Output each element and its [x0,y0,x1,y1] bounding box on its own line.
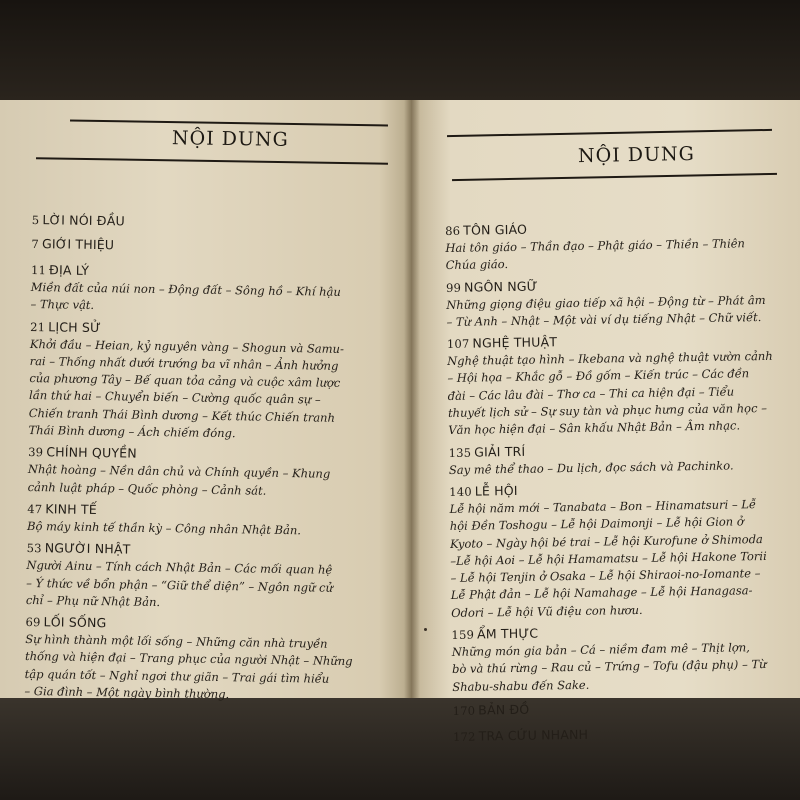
section-title: NGÔN NGỮ [463,278,538,295]
entry-line: Bộ máy kinh tế thần kỳ – Công nhân Nhật Bản. [26,518,302,538]
section-title: ĐỊA LÝ [49,262,90,278]
toc-entry [448,438,785,479]
page-number: 172 [452,729,476,744]
entry-line: đài – Các lâu đài – Thơ ca – Thi ca hiện đại – Tiểu [447,384,735,403]
toc-entry [30,261,391,319]
left-toc [24,211,392,706]
section-title: TRA CỨU NHANH [478,726,589,744]
page-number: 69 [25,615,41,630]
entry-line: thuyết lịch sử – Sự suy tàn và phục hưng của văn học – [447,401,767,421]
toc-entry [28,318,390,445]
right-toc [445,217,789,746]
entry-line: Lễ Phật đản – Lễ hội Namahage – Lễ hội Hanagasa- [450,583,753,603]
toc-entry-head [31,235,391,259]
section-title: LỜI NÓI ĐẦU [42,212,125,229]
page-number: 86 [445,223,461,238]
entry-line: Shabu-shabu đến Sake. [452,677,590,694]
entry-line: – Gia đình – Một ngày bình thường. [24,683,230,702]
section-title: CHÍNH QUYỀN [46,444,137,462]
entry-line: Những món gia bản – Cá – niềm đam mê – Thịt lợn, [451,640,750,659]
section-title: NGƯỜI NHẬT [44,540,131,557]
entry-line: –Lễ hội Aoi – Lễ hội Hamamatsu – Lễ hội Hakone Torii [450,548,767,568]
entry-line: Những giọng điệu giao tiếp xã hội – Động từ – Phát âm [446,292,766,312]
entry-line: rai – Thống nhất dưới trướng ba vĩ nhân – Ảnh hưởng [29,353,339,373]
page-number: 170 [452,703,476,718]
toc-entry [451,621,788,696]
entry-line: Văn học hiện đại – Sân khấu Nhật Bản – Âm nhạc. [448,418,741,438]
entry-line: bò và thú rừng – Rau củ – Trứng – Tofu (đậu phụ) – Từ [451,657,767,677]
section-title: KINH TẾ [45,501,98,518]
section-title: LỄ HỘI [474,482,518,499]
entry-line: – Ý thức về bổn phận – “Giữ thể diện” – Ngôn ngữ cử [26,575,334,595]
section-title: TÔN GIÁO [463,221,528,238]
page-number: 140 [449,484,472,499]
page-number: 5 [31,212,40,228]
entry-line: Odori – Lễ hội Vũ điệu con hươu. [451,602,643,620]
entry-line: Lễ hội năm mới – Tanabata – Bon – Hinamatsuri – Lễ [449,497,757,516]
section-title: GIỚI THIỆU [41,236,115,253]
section-title: GIẢI TRÍ [474,443,526,460]
toc-entry [24,613,385,706]
page-number: 159 [451,627,475,642]
entry-line: Say mê thể thao – Du lịch, đọc sách và Pachinko. [448,458,734,477]
toc-entry [453,697,789,720]
section-title: BẢN ĐỒ [478,701,530,718]
section-title: ẨM THỰC [476,625,539,642]
entry-line: chỉ – Phụ nữ Nhật Bản. [25,592,161,609]
right-page-title: NỘI DUNG [577,142,695,168]
entry-line: Thái Bình dương – Ách chiếm đóng. [28,423,236,441]
entry-line: Nhật hoàng – Nền dân chủ và Chính quyền – Khung [27,462,331,482]
entry-line: Chiến tranh Thái Bình dương – Kết thúc Chiến tranh [28,405,336,425]
toc-entry-head [453,697,789,720]
entry-line: cảnh luật pháp – Quốc phòng – Cảnh sát. [27,479,267,498]
toc-entry [31,235,391,259]
left-page-title: NỘI DUNG [171,127,289,151]
toc-entry [26,539,387,615]
entry-line: Người Ainu – Tính cách Nhật Bản – Các mối quan hệ [26,558,333,578]
entry-line: – Lễ hội Tenjin ở Osaka – Lễ hội Shiraoi-no-Iomante – [450,566,761,586]
section-title: NGHỆ THUẬT [472,334,558,351]
toc-entry [445,217,782,275]
toc-entry [447,330,785,440]
book-gutter [404,100,420,698]
page-number: 7 [31,236,40,252]
entry-line: Hai tôn giáo – Thần đạo – Phật giáo – Thiền – Thiên [445,236,746,255]
page-number: 39 [28,445,44,460]
page-number: 107 [446,336,470,352]
entry-line: – Thực vật. [30,297,95,313]
page-number: 53 [26,541,42,556]
entry-line: lần thứ hai – Chuyển biến – Cường quốc quân sự – [28,388,321,408]
entry-line: của phương Tây – Bế quan tỏa cảng và cuộc xâm lược [29,371,341,391]
entry-line: Nghệ thuật tạo hình – Ikebana và nghệ thuật vườn cảnh [447,349,773,369]
section-title: LỐI SỐNG [43,614,107,631]
page-number: 135 [448,445,472,460]
entry-line: Miền đất của núi non – Động đất – Sông hồ – Khí hậu [30,279,341,299]
entry-line: hội Đền Toshogu – Lễ hội Daimonji – Lễ hội Gion ở [449,514,744,534]
page-number: 47 [27,501,43,517]
entry-line: Chúa giáo. [445,257,509,273]
entry-line: thống và hiện đại – Trang phục của người Nhật – Những [24,649,353,669]
toc-entry [28,443,389,501]
entry-line: – Từ Anh – Nhật – Một vài ví dụ tiếng Nhật – Chữ viết. [446,309,762,329]
background-top [0,0,800,100]
toc-entry [27,500,388,541]
ink-dot [424,628,427,631]
page-number: 21 [30,319,46,334]
section-title: LỊCH SỬ [48,318,102,335]
toc-entry [449,478,787,622]
entry-line: tập quán tốt – Nghỉ ngơi thư giãn – Trai gái tìm hiểu [24,666,330,686]
entry-line: – Hội họa – Khắc gỗ – Đồ gốm – Kiến trúc – Các đền [447,366,750,386]
entry-line: Kyoto – Ngày hội bé trai – Lễ hội Kurofune ở Shimoda [449,531,763,551]
entry-line: Sự hình thành một lối sống – Những căn nhà truyền [25,632,328,651]
page-number: 99 [445,280,462,295]
entry-line: Khởi đầu – Heian, kỷ nguyên vàng – Shogun và Samu- [29,336,345,356]
toc-entry [446,273,783,331]
page-number: 11 [30,262,47,278]
